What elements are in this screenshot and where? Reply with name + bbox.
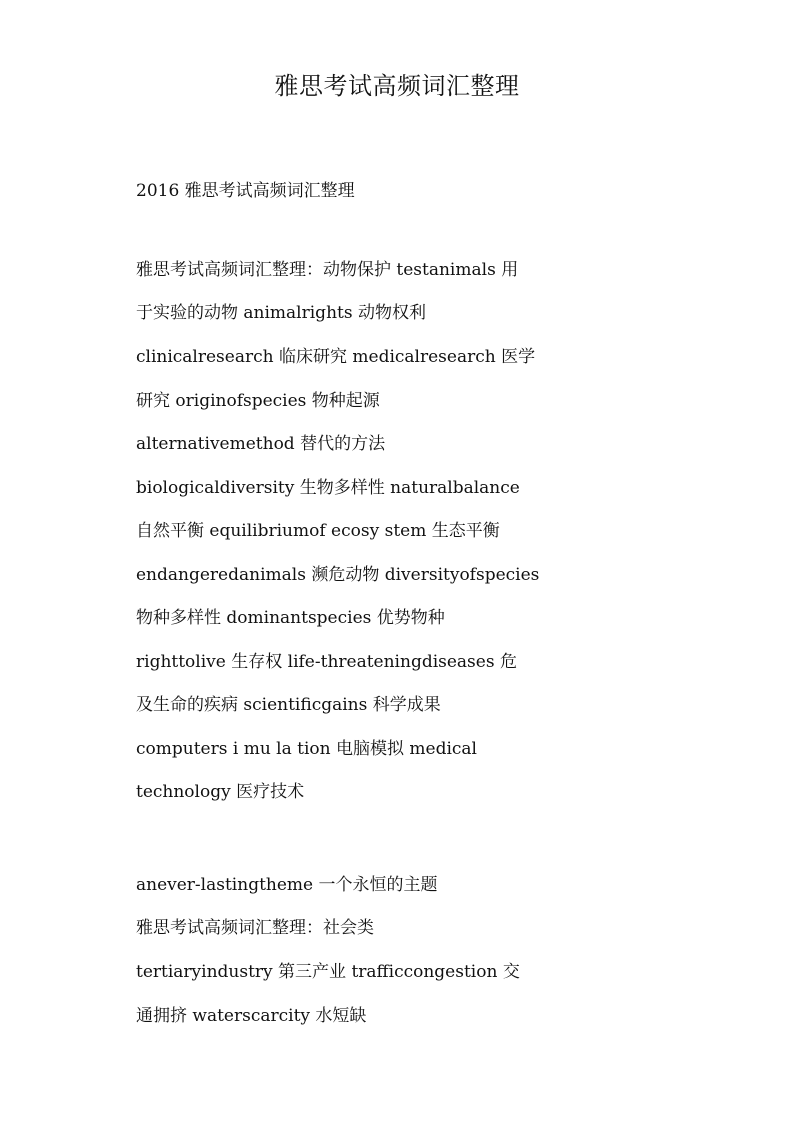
document-title: 雅思考试高频词汇整理: [274, 72, 520, 100]
text-line: 通拥挤 waterscarcity 水短缺: [136, 1006, 367, 1026]
text-line: anever-lastingtheme 一个永恒的主题: [136, 875, 438, 895]
text-line: endangeredanimals 濒危动物 diversityofspecies: [136, 565, 540, 585]
text-line: 雅思考试高频词汇整理：社会类: [136, 918, 374, 938]
text-line: technology 医疗技术: [136, 782, 305, 802]
text-line: 于实验的动物 animalrights 动物权利: [136, 303, 426, 323]
text-line: biologicaldiversity 生物多样性 naturalbalance: [136, 478, 520, 498]
text-line: 研究 originofspecies 物种起源: [136, 391, 380, 411]
text-line: 雅思考试高频词汇整理：动物保护 testanimals 用: [136, 260, 519, 280]
document-subtitle: 2016 雅思考试高频词汇整理: [136, 181, 355, 201]
text-line: computers i mu la tion 电脑模拟 medical: [136, 739, 477, 759]
text-line: tertiaryindustry 第三产业 trafficcongestion 交: [136, 962, 520, 982]
text-line: 自然平衡 equilibriumof ecosy stem 生态平衡: [136, 521, 500, 541]
text-line: righttolive 生存权 life-threateningdiseases 危: [136, 652, 517, 672]
text-line: 物种多样性 dominantspecies 优势物种: [136, 608, 445, 628]
text-line: alternativemethod 替代的方法: [136, 434, 386, 454]
text-line: 及生命的疾病 scientificgains 科学成果: [136, 695, 441, 715]
text-line: clinicalresearch 临床研究 medicalresearch 医学: [136, 347, 536, 367]
